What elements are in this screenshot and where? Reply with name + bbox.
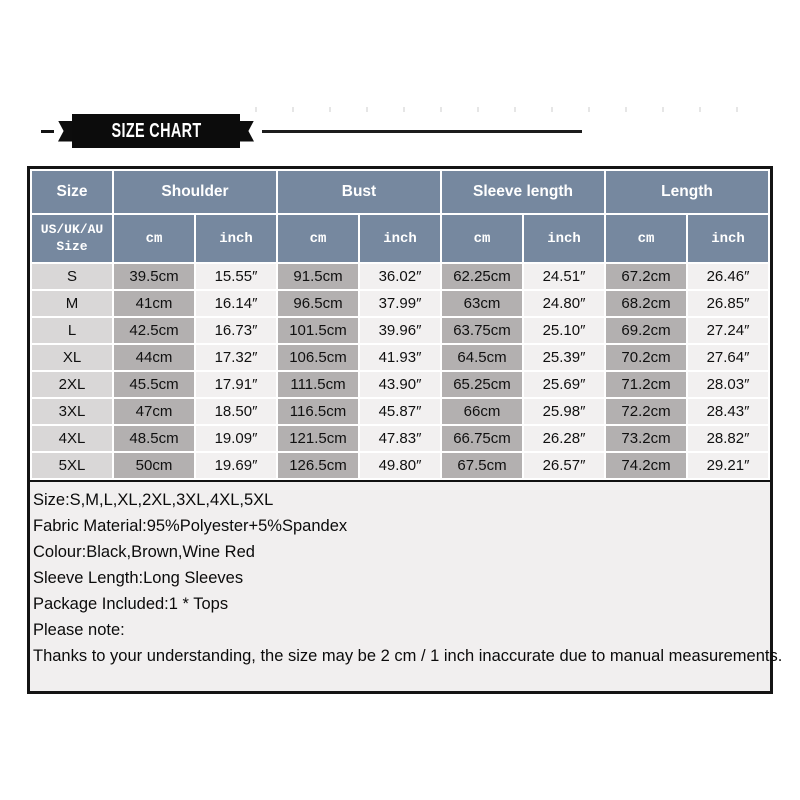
inch-cell: 24.80″ xyxy=(524,291,604,316)
cm-cell: 50cm xyxy=(114,453,194,478)
size-cell: 4XL xyxy=(32,426,112,451)
inch-cell: 45.87″ xyxy=(360,399,440,424)
unit-header-row xyxy=(32,215,768,262)
inch-cell: 36.02″ xyxy=(360,264,440,289)
cm-cell: 48.5cm xyxy=(114,426,194,451)
cm-cell: 65.25cm xyxy=(442,372,522,397)
inch-cell: 15.55″ xyxy=(196,264,276,289)
unit-header-cm: cm xyxy=(442,215,522,262)
unit-header-cm: cm xyxy=(114,215,194,262)
unit-header-inch: inch xyxy=(196,215,276,262)
product-notes xyxy=(30,480,783,691)
note-disclaimer: Thanks to your understanding, the size may be 2 cm / 1 inch inaccurate due to manual measurements. xyxy=(33,647,783,665)
inch-cell: 26.85″ xyxy=(688,291,768,316)
banner-title: SIZE CHART xyxy=(111,119,201,142)
inch-cell: 24.51″ xyxy=(524,264,604,289)
cm-cell: 70.2cm xyxy=(606,345,686,370)
inch-cell: 26.28″ xyxy=(524,426,604,451)
cm-cell: 121.5cm xyxy=(278,426,358,451)
unit-header-inch: inch xyxy=(524,215,604,262)
inch-cell: 26.46″ xyxy=(688,264,768,289)
unit-header-inch: inch xyxy=(360,215,440,262)
size-cell: 5XL xyxy=(32,453,112,478)
table-row xyxy=(32,399,768,424)
inch-cell: 18.50″ xyxy=(196,399,276,424)
inch-cell: 17.32″ xyxy=(196,345,276,370)
cm-cell: 72.2cm xyxy=(606,399,686,424)
group-header-row xyxy=(32,171,768,213)
inch-cell: 41.93″ xyxy=(360,345,440,370)
cm-cell: 74.2cm xyxy=(606,453,686,478)
inch-cell: 16.73″ xyxy=(196,318,276,343)
note-please-note: Please note: xyxy=(33,621,125,639)
cm-cell: 126.5cm xyxy=(278,453,358,478)
cm-cell: 71.2cm xyxy=(606,372,686,397)
horizontal-rule xyxy=(262,130,582,133)
unit-header-inch: inch xyxy=(688,215,768,262)
size-cell: 2XL xyxy=(32,372,112,397)
table-row xyxy=(32,453,768,478)
inch-cell: 26.57″ xyxy=(524,453,604,478)
cm-cell: 47cm xyxy=(114,399,194,424)
table-row xyxy=(32,291,768,316)
cm-cell: 67.5cm xyxy=(442,453,522,478)
cm-cell: 106.5cm xyxy=(278,345,358,370)
cm-cell: 44cm xyxy=(114,345,194,370)
cm-cell: 66.75cm xyxy=(442,426,522,451)
cm-cell: 96.5cm xyxy=(278,291,358,316)
cm-cell: 67.2cm xyxy=(606,264,686,289)
cm-cell: 63cm xyxy=(442,291,522,316)
banner xyxy=(41,112,582,150)
inch-cell: 27.24″ xyxy=(688,318,768,343)
table-row xyxy=(32,318,768,343)
ribbon-banner xyxy=(72,114,240,148)
faint-ticks-decoration xyxy=(255,107,767,112)
note-colour: Colour:Black,Brown,Wine Red xyxy=(33,543,255,561)
table-row xyxy=(32,372,768,397)
size-cell: XL xyxy=(32,345,112,370)
cm-cell: 101.5cm xyxy=(278,318,358,343)
size-chart-box xyxy=(27,166,783,694)
inch-cell: 25.98″ xyxy=(524,399,604,424)
inch-cell: 29.21″ xyxy=(688,453,768,478)
inch-cell: 47.83″ xyxy=(360,426,440,451)
size-cell: M xyxy=(32,291,112,316)
size-table xyxy=(30,169,770,480)
row-header-label: US/UK/AU Size xyxy=(32,215,112,262)
cm-cell: 69.2cm xyxy=(606,318,686,343)
inch-cell: 28.03″ xyxy=(688,372,768,397)
column-header-size: Size xyxy=(32,171,112,213)
column-header-shoulder: Shoulder xyxy=(114,171,276,213)
inch-cell: 39.96″ xyxy=(360,318,440,343)
cm-cell: 73.2cm xyxy=(606,426,686,451)
inch-cell: 25.10″ xyxy=(524,318,604,343)
note-fabric-material: Fabric Material:95%Polyester+5%Spandex xyxy=(33,517,348,535)
table-row xyxy=(32,426,768,451)
inch-cell: 25.39″ xyxy=(524,345,604,370)
cm-cell: 116.5cm xyxy=(278,399,358,424)
dash-decoration xyxy=(41,130,54,133)
cm-cell: 39.5cm xyxy=(114,264,194,289)
cm-cell: 45.5cm xyxy=(114,372,194,397)
inch-cell: 28.43″ xyxy=(688,399,768,424)
note-sleeve-length: Sleeve Length:Long Sleeves xyxy=(33,569,244,587)
cm-cell: 91.5cm xyxy=(278,264,358,289)
inch-cell: 49.80″ xyxy=(360,453,440,478)
inch-cell: 19.09″ xyxy=(196,426,276,451)
cm-cell: 41cm xyxy=(114,291,194,316)
cm-cell: 111.5cm xyxy=(278,372,358,397)
inch-cell: 19.69″ xyxy=(196,453,276,478)
inch-cell: 27.64″ xyxy=(688,345,768,370)
inch-cell: 28.82″ xyxy=(688,426,768,451)
inch-cell: 25.69″ xyxy=(524,372,604,397)
table-row xyxy=(32,264,768,289)
cm-cell: 66cm xyxy=(442,399,522,424)
column-header-bust: Bust xyxy=(278,171,440,213)
cm-cell: 62.25cm xyxy=(442,264,522,289)
table-row xyxy=(32,345,768,370)
size-cell: L xyxy=(32,318,112,343)
unit-header-cm: cm xyxy=(278,215,358,262)
cm-cell: 64.5cm xyxy=(442,345,522,370)
cm-cell: 63.75cm xyxy=(442,318,522,343)
cm-cell: 42.5cm xyxy=(114,318,194,343)
unit-header-cm: cm xyxy=(606,215,686,262)
note-package-included: Package Included:1 * Tops xyxy=(33,595,229,613)
cm-cell: 68.2cm xyxy=(606,291,686,316)
inch-cell: 16.14″ xyxy=(196,291,276,316)
column-header-length: Length xyxy=(606,171,768,213)
inch-cell: 17.91″ xyxy=(196,372,276,397)
column-header-sleeve-length: Sleeve length xyxy=(442,171,604,213)
ribbon-right-fold-icon xyxy=(240,121,254,142)
inch-cell: 43.90″ xyxy=(360,372,440,397)
ribbon-left-fold-icon xyxy=(58,121,72,142)
size-table-body xyxy=(32,264,768,478)
size-cell: 3XL xyxy=(32,399,112,424)
inch-cell: 37.99″ xyxy=(360,291,440,316)
size-table-header xyxy=(32,171,768,262)
size-cell: S xyxy=(32,264,112,289)
note-sizes: Size:S,M,L,XL,2XL,3XL,4XL,5XL xyxy=(33,491,274,509)
